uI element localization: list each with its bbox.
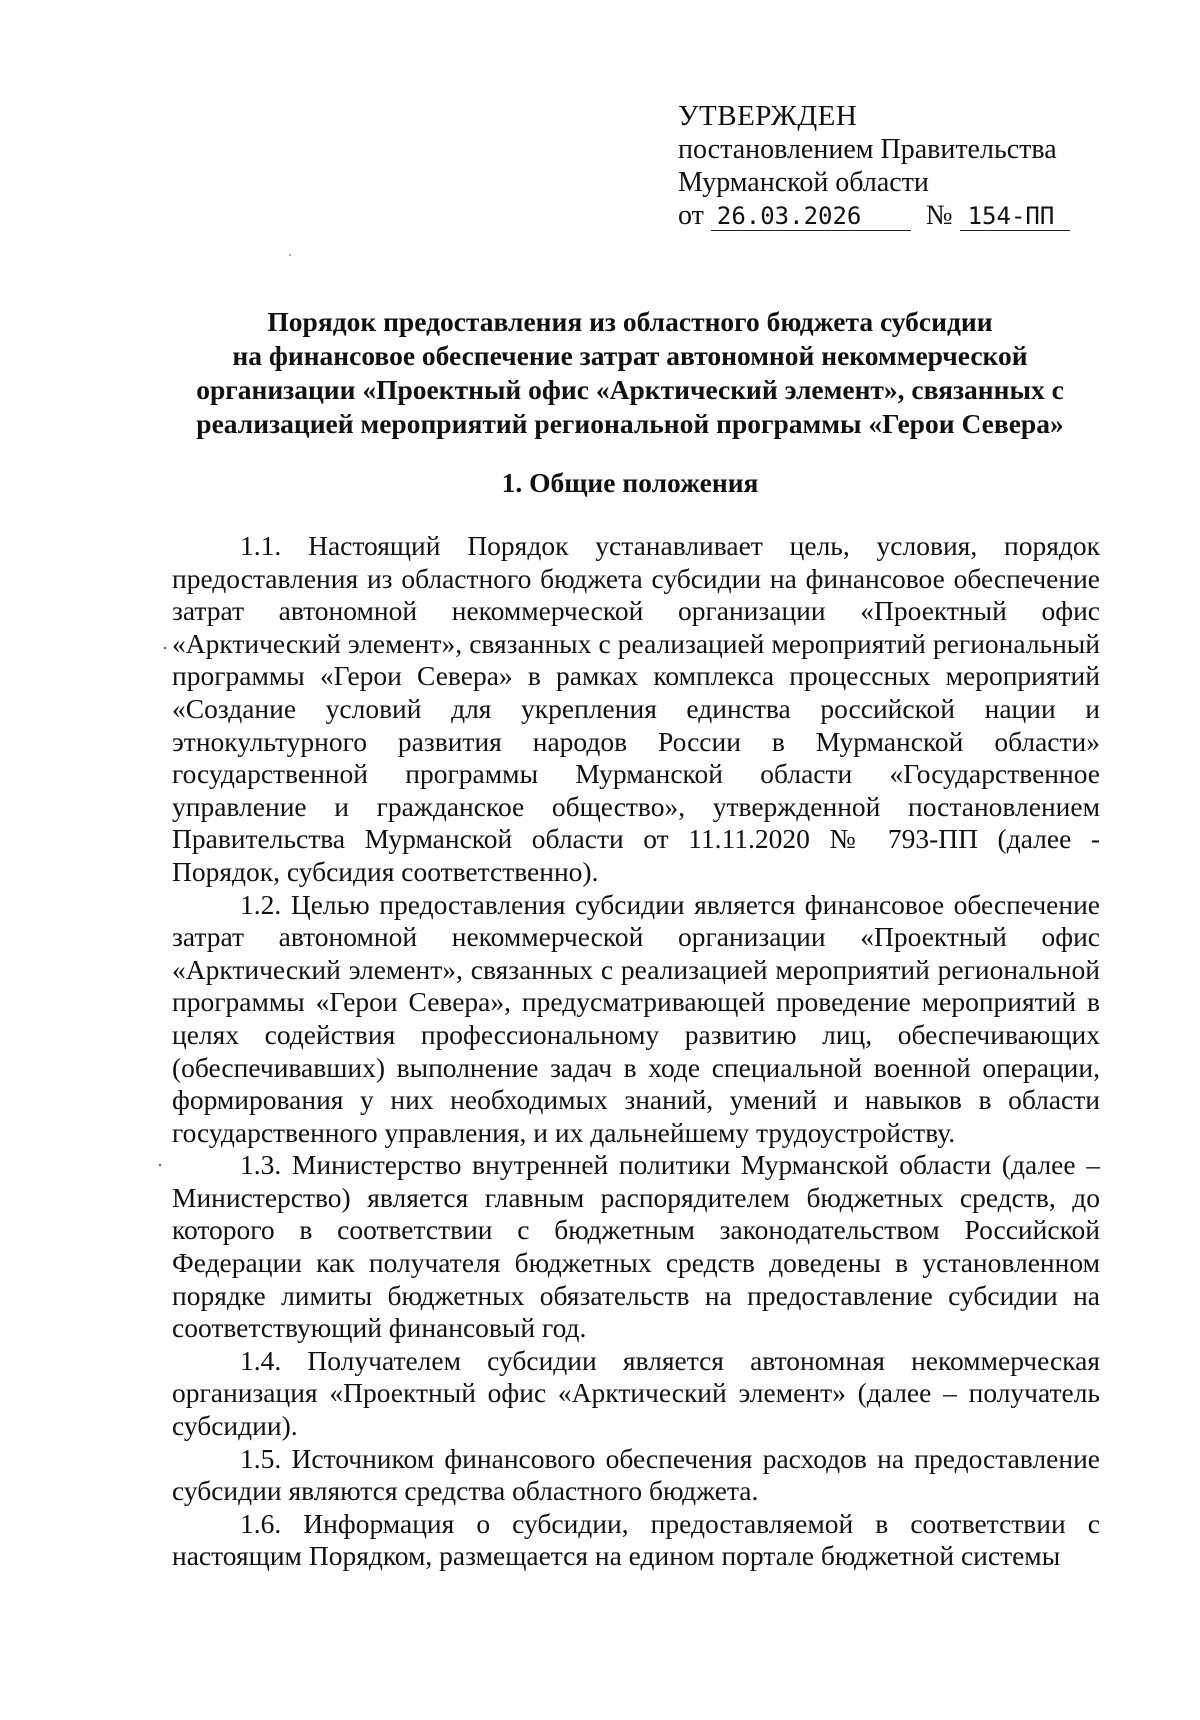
paragraph-1-1: 1.1. Настоящий Порядок устанавливает цель, условия, порядок предоставления из областного бюджета субсидии на финансовое обеспечение затрат автономной некоммерческой организации «Проектный офис «Арктический элемент», связанных с реализацией мероприятий региональный программы «Герои Севера» в рамках комплекса процессных мероприятий «Создание условий для укрепления единства российской нации и этнокультурного развития народов России в Мурманской области» государственной программы Мурманской области «Государственное управление и гражданское общество», утвержденной постановлением Правительства Мурманской области от 11.11.2020 № 793-ПП (далее - Порядок, субсидия соответственно). (172, 530, 1100, 887)
scan-speck (159, 1164, 162, 1167)
paragraph-1-5: 1.5. Источником финансового обеспечения расходов на предоставление субсидии являются средства областного бюджета. (172, 1442, 1100, 1507)
paragraph-1-3: 1.3. Министерство внутренней политики Мурманской области (далее – Министерство) является главным распорядителем бюджетных средств, до которого в соответствии с бюджетным законодательством Российской Федерации как получателя бюджетных средств доведены в установленном порядке лимиты бюджетных обязательств на предоставление субсидии на соответствующий финансовый год. (172, 1149, 1100, 1344)
scan-speck (289, 254, 291, 256)
title-line: на финансовое обеспечение затрат автономной некоммерческой (232, 340, 1028, 371)
approval-number: 154-ПП (960, 202, 1070, 231)
section-heading: 1. Общие положения (501, 467, 759, 498)
approval-date: 26.03.2026 (711, 202, 911, 231)
approval-line-2: Мурманской области (678, 167, 929, 198)
scan-speck (164, 647, 167, 650)
number-label: № (925, 200, 953, 231)
title-line: реализацией мероприятий региональной программы «Герои Севера» (196, 408, 1064, 439)
paragraph-1-2: 1.2. Целью предоставления субсидии является финансовое обеспечение затрат автономной некоммерческой организации «Проектный офис «Арктический элемент», связанных с реализацией мероприятий региональной программы «Герои Севера», предусматривающей проведение мероприятий в целях содействия профессиональному развитию лиц, обеспечивающих (обеспечивавших) выполнение задач в ходе специальной военной операции, формирования у них необходимых знаний, умений и навыков в области государственного управления, и их дальнейшему трудоустройству. (172, 888, 1100, 1148)
date-prefix: от (678, 200, 704, 231)
approval-title: УТВЕРЖДЕН (678, 100, 858, 132)
paragraph-1-6: 1.6. Информация о субсидии, предоставляемой в соответствии с настоящим Порядком, размещается на едином портале бюджетной системы (172, 1507, 1100, 1572)
title-line: организации «Проектный офис «Арктический элемент», связанных с (196, 374, 1064, 405)
title-line: Порядок предоставления из областного бюджета субсидии (267, 306, 993, 337)
approval-line-1: постановлением Правительства (678, 134, 1057, 165)
paragraph-1-4: 1.4. Получателем субсидии является автономная некоммерческая организация «Проектный офис «Арктический элемент» (далее – получатель субсидии). (172, 1344, 1100, 1442)
